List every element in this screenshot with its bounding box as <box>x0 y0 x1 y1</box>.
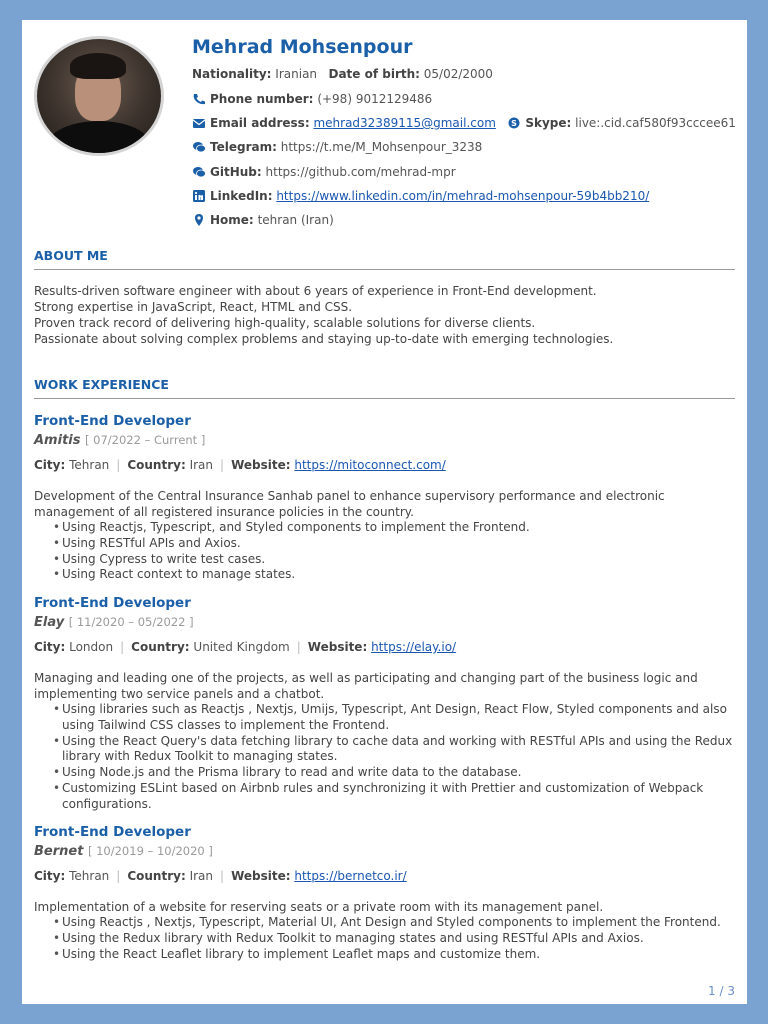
list-item: • Using the React Leaflet library to implement Leaflet maps and customize them. <box>62 947 762 963</box>
resume-page <box>22 20 747 1004</box>
dob-label: Date of birth: <box>328 67 420 81</box>
github-label: GitHub: <box>210 165 262 179</box>
job-bullets <box>34 915 762 962</box>
list-item: • Using libraries such as Reactjs , Nextjs, Umijs, Typescript, Ant Design, React Flow, Styled components and also using Tailwind CSS classes to implement the Frontend. <box>62 702 762 734</box>
list-item: • Using Node.js and the Prisma library to read and write data to the database. <box>62 765 762 781</box>
list-item: • Using Cypress to write test cases. <box>62 552 762 568</box>
list-item: • Using the Redux library with Redux Toolkit to managing states and using RESTful APIs and Axios. <box>62 931 762 947</box>
job-meta: City: London | Country: United Kingdom | Website: https://elay.io/ <box>34 640 457 654</box>
job-dates: [ 11/2020 – 05/2022 ] <box>68 615 194 629</box>
telegram-row <box>192 140 482 154</box>
country-label: Country: <box>127 458 186 472</box>
github-value: https://github.com/mehrad-mpr <box>265 165 456 179</box>
telegram-icon <box>192 141 206 153</box>
work-section-title: WORK EXPERIENCE <box>34 377 735 399</box>
country-value: United Kingdom <box>193 640 290 654</box>
email-icon <box>192 117 206 129</box>
about-line: Passionate about solving complex problems and staying up-to-date with emerging technologies. <box>34 332 614 346</box>
job-bullets <box>34 702 762 813</box>
about-line: Strong expertise in JavaScript, React, HTML and CSS. <box>34 300 353 314</box>
company-label: Elay <box>34 615 65 630</box>
company-label: Bernet <box>34 844 84 859</box>
about-text <box>34 283 734 347</box>
list-item: • Using React context to manage states. <box>62 567 762 583</box>
website-label: Website: <box>307 640 368 654</box>
website-link[interactable]: https://elay.io/ <box>371 640 457 654</box>
linkedin-label: LinkedIn: <box>210 189 273 203</box>
email-label: Email address: <box>210 116 310 130</box>
phone-label: Phone number: <box>210 92 314 106</box>
website-link[interactable]: https://mitoconnect.com/ <box>294 458 446 472</box>
city-value: London <box>69 640 114 654</box>
company-name <box>34 844 213 859</box>
nationality-value: Iranian <box>275 67 318 81</box>
skype-value: live:.cid.caf580f93cccee61 <box>575 116 736 130</box>
skype-icon <box>507 117 521 129</box>
location-icon <box>192 214 206 226</box>
github-icon <box>192 166 206 178</box>
telegram-label: Telegram: <box>210 140 277 154</box>
home-value: tehran (Iran) <box>257 213 334 227</box>
home-row <box>192 213 334 227</box>
country-label: Country: <box>131 640 190 654</box>
svg-text:S: S <box>511 119 518 128</box>
phone-value: (+98) 9012129486 <box>317 92 433 106</box>
dob-value: 05/02/2000 <box>423 67 493 81</box>
country-value: Iran <box>189 458 214 472</box>
company-name <box>34 615 194 630</box>
home-label: Home: <box>210 213 254 227</box>
city-label: City: <box>34 640 66 654</box>
company-name <box>34 433 205 448</box>
github-row <box>192 165 456 179</box>
job-dates: [ 07/2022 – Current ] <box>85 433 206 447</box>
linkedin-link[interactable]: https://www.linkedin.com/in/mehrad-mohsenpour-59b4bb210/ <box>276 189 650 203</box>
linkedin-row <box>192 189 649 203</box>
about-section-title: ABOUT ME <box>34 248 735 270</box>
phone-icon <box>192 93 206 105</box>
list-item: • Using RESTful APIs and Axios. <box>62 536 762 552</box>
country-value: Iran <box>189 869 214 883</box>
job-title: Front-End Developer <box>34 595 191 611</box>
job-description: Development of the Central Insurance Sanhab panel to enhance supervisory performance and electronic management of all registered insurance policies in the country. <box>34 489 665 519</box>
linkedin-icon <box>192 190 206 202</box>
job-meta: City: Tehran | Country: Iran | Website: https://mitoconnect.com/ <box>34 458 446 472</box>
page-number: 1 / 3 <box>708 984 735 998</box>
email-link[interactable]: mehrad32389115@gmail.com <box>313 116 496 130</box>
job-title: Front-End Developer <box>34 413 191 429</box>
city-label: City: <box>34 869 66 883</box>
job-dates: [ 10/2019 – 10/2020 ] <box>87 844 213 858</box>
job-meta: City: Tehran | Country: Iran | Website: https://bernetco.ir/ <box>34 869 407 883</box>
country-label: Country: <box>127 869 186 883</box>
email-row <box>192 116 736 130</box>
skype-label: Skype: <box>525 116 572 130</box>
list-item: • Customizing ESLint based on Airbnb rules and synchronizing it with Prettier and customization of Webpack configurations. <box>62 781 762 813</box>
job-bullets <box>34 520 762 583</box>
list-item: • Using Reactjs, Typescript, and Styled components to implement the Frontend. <box>62 520 762 536</box>
job-description: Managing and leading one of the projects, as well as participating and changing part of the business logic and implementing two service panels and a chatbot. <box>34 671 698 701</box>
job-description: Implementation of a website for reserving seats or a private room with its management panel. <box>34 900 604 914</box>
city-value: Tehran <box>69 869 110 883</box>
candidate-name: Mehrad Mohsenpour <box>192 36 413 58</box>
list-item: • Using the React Query's data fetching library to cache data and working with RESTful APIs and using the Redux library with Redux Toolkit to managing states. <box>62 734 762 766</box>
nationality-row <box>192 67 493 81</box>
website-label: Website: <box>231 869 291 883</box>
about-line: Proven track record of delivering high-quality, scalable solutions for diverse clients. <box>34 316 536 330</box>
city-value: Tehran <box>69 458 110 472</box>
telegram-value: https://t.me/M_Mohsenpour_3238 <box>280 140 483 154</box>
about-line: Results-driven software engineer with about 6 years of experience in Front-End development. <box>34 284 597 298</box>
list-item: • Using Reactjs , Nextjs, Typescript, Material UI, Ant Design and Styled components to implement the Frontend. <box>62 915 762 931</box>
job-title: Front-End Developer <box>34 824 191 840</box>
website-label: Website: <box>231 458 291 472</box>
avatar <box>34 36 164 156</box>
phone-row <box>192 92 432 106</box>
website-link[interactable]: https://bernetco.ir/ <box>294 869 407 883</box>
company-label: Amitis <box>34 433 81 448</box>
nationality-label: Nationality: <box>192 67 272 81</box>
city-label: City: <box>34 458 66 472</box>
